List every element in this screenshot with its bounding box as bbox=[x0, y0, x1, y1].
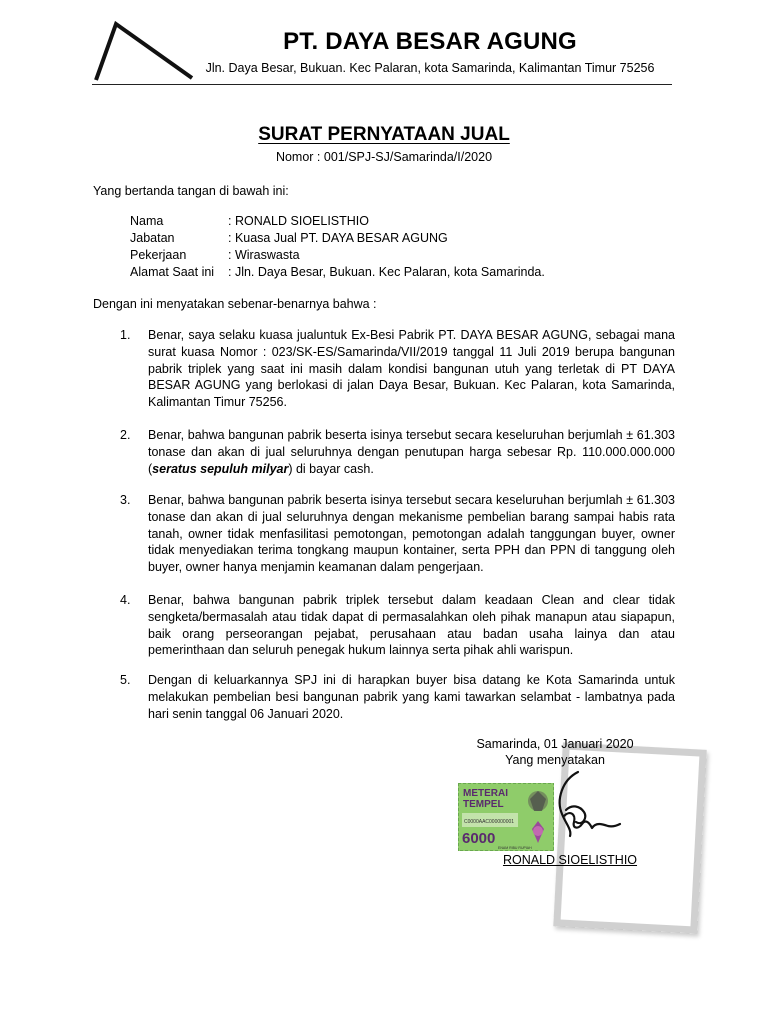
intro-text: Yang bertanda tangan di bawah ini: bbox=[93, 184, 289, 198]
stamp-text: METERAI bbox=[463, 788, 508, 799]
item-number: 1. bbox=[120, 328, 131, 342]
sign-role: Yang menyatakan bbox=[505, 753, 605, 767]
item-text: Benar, bahwa bangunan pabrik triplek tersebut dalam keadaan Clean and clear tidak sengketa/bermasalah atau tidak dapat di permasalahkan oleh pihak manapun atau siapapun, baik orang perseorangan pejabat, perusahaan atau badan usaha lainya dan atau pemerinthaan dan seluruh penegak hukum lainnya serta pihak ahli warispun. bbox=[148, 593, 675, 658]
identity-label: Pekerjaan bbox=[130, 248, 187, 262]
item-number: 2. bbox=[120, 428, 131, 442]
item-text bbox=[148, 427, 675, 477]
company-name: PT. DAYA BESAR AGUNG bbox=[283, 28, 577, 55]
identity-value: : RONALD SIOELISTHIO bbox=[228, 214, 370, 228]
identity-row-position bbox=[130, 230, 690, 247]
statement-intro: Dengan ini menyatakan sebenar-benarnya bahwa : bbox=[93, 297, 377, 311]
item-text-part: ) di bayar cash. bbox=[288, 461, 374, 476]
stamp-serial: C0000AAC000000001 bbox=[464, 819, 515, 825]
item-text-part: Benar, bahwa bangunan pabrik beserta isinya tersebut secara keseluruhan berjumlah ± 61.303 tonase dan akan di jual seluruhnya dengan penutupan harga sebesar Rp. 110.000.000.000 ( bbox=[148, 428, 675, 476]
document-title: SURAT PERNYATAAN JUAL bbox=[258, 124, 510, 145]
item-number: 5. bbox=[120, 673, 131, 687]
identity-label: Nama bbox=[130, 214, 164, 228]
item-number: 4. bbox=[120, 593, 131, 607]
identity-row-name bbox=[130, 213, 690, 230]
item-text-emphasis: seratus sepuluh milyar bbox=[152, 461, 289, 476]
company-address: Jln. Daya Besar, Bukuan. Kec Palaran, kota Samarinda, Kalimantan Timur 75256 bbox=[205, 61, 655, 75]
header-divider bbox=[92, 84, 672, 85]
list-item bbox=[120, 427, 675, 477]
stamp-value: 6000 bbox=[462, 830, 496, 847]
stamp-caption: ENAM RIBU RUPIAH bbox=[498, 846, 532, 850]
signature-icon bbox=[548, 770, 624, 840]
item-number: 3. bbox=[120, 493, 131, 507]
item-text: Benar, saya selaku kuasa jualuntuk Ex-Besi Pabrik PT. DAYA BESAR AGUNG, sebagai mana surat kuasa Nomor : 023/SK-ES/Samarinda/VII/2019 tanggal 11 Juli 2019 berupa bangunan pabrik triplek yang saat ini masih dalam kondisi bangunan utuh yang terletak di PT DAYA BESAR AGUNG yang berlokasi di jalan Daya Besar, Bukuan. Kec Palaran, kota Samarinda, Kalimantan Timur 75256. bbox=[148, 328, 675, 410]
identity-value: : Wiraswasta bbox=[228, 248, 300, 262]
item-text: Dengan di keluarkannya SPJ ini di harapkan buyer bisa datang ke Kota Samarinda untuk melakukan pembelian besi bangunan pabrik yang kami tawarkan selambat - lambatnya pada hari senin tanggal 06 Januari 2020. bbox=[148, 673, 675, 721]
list-item bbox=[120, 492, 675, 576]
stamp-text: TEMPEL bbox=[463, 799, 504, 810]
revenue-stamp-icon bbox=[458, 783, 554, 851]
identity-label: Alamat Saat ini bbox=[130, 265, 215, 279]
sign-place-date: Samarinda, 01 Januari 2020 bbox=[476, 737, 634, 751]
company-logo-icon bbox=[92, 20, 202, 82]
identity-value: : Jln. Daya Besar, Bukuan. Kec Palaran, kota Samarinda. bbox=[228, 265, 545, 279]
signer-name: RONALD SIOELISTHIO bbox=[502, 853, 638, 867]
document-number: Nomor : 001/SPJ-SJ/Samarinda/I/2020 bbox=[275, 150, 493, 164]
item-text: Benar, bahwa bangunan pabrik beserta isinya tersebut secara keseluruhan berjumlah ± 61.303 tonase dan akan di jual seluruhnya dengan mekanisme pembelian barang sampai habis rata tanah, owner tidak menfasilitasi pemotongan, pemotongan adalah tanggungan buyer, owner tidak menyediakan terima tongkang maupun kontainer, serta PPH dan PPN di tanggung oleh buyer, owner hanya menjamin keamanan dalam pengerjaan. bbox=[148, 493, 675, 575]
list-item bbox=[120, 672, 675, 722]
identity-row-occupation bbox=[130, 247, 690, 264]
identity-row-address bbox=[130, 264, 690, 281]
list-item bbox=[120, 592, 675, 659]
identity-value: : Kuasa Jual PT. DAYA BESAR AGUNG bbox=[228, 231, 448, 245]
identity-label: Jabatan bbox=[130, 231, 175, 245]
list-item bbox=[120, 327, 675, 411]
